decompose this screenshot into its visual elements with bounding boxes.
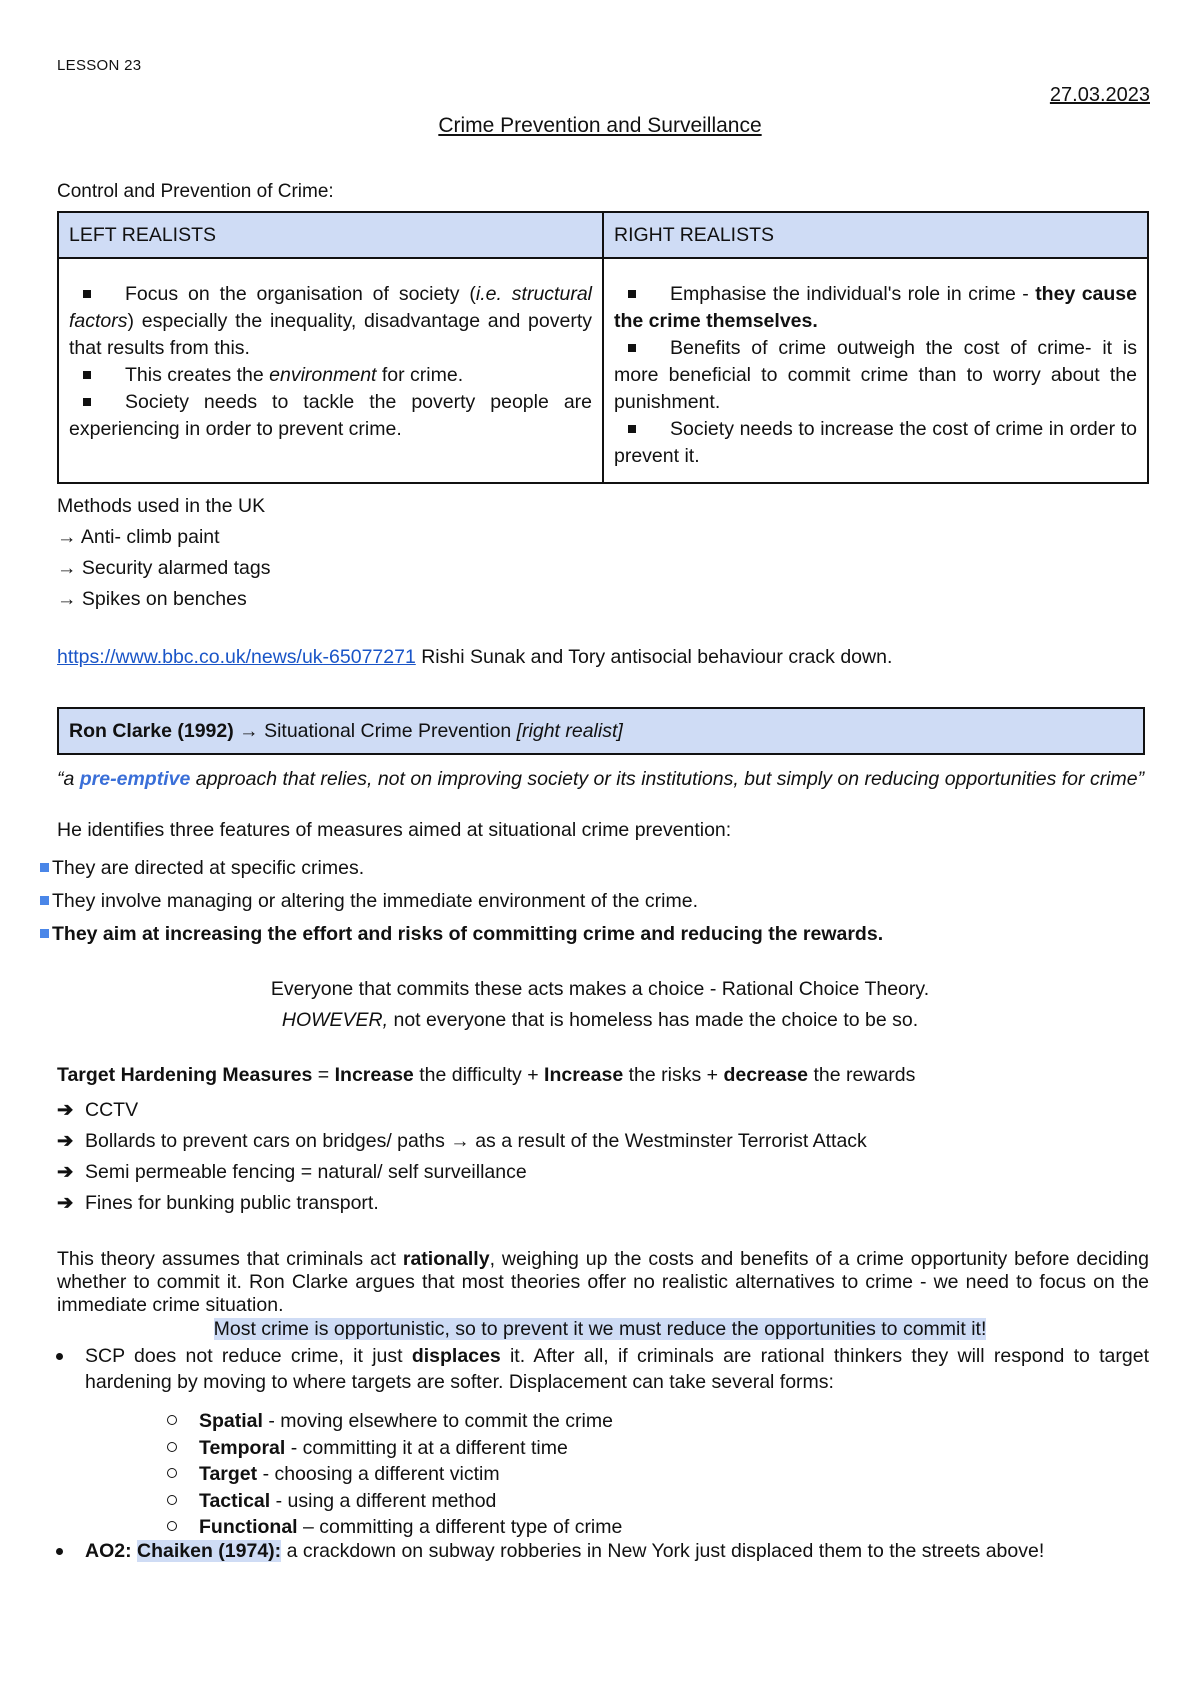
square-bullet-icon — [628, 344, 636, 352]
arrow-right-icon: ➔ — [57, 1161, 74, 1183]
left-point-3: Society needs to tackle the poverty people are experiencing in order to prevent crime. — [69, 391, 592, 440]
blue-square-bullet-icon — [40, 929, 49, 938]
method-item: → Security alarmed tags — [57, 557, 271, 579]
arrow-right-icon: ➔ — [57, 1192, 74, 1214]
left-point-1: Focus on the organisation of society (i.e. structural factors) especially the inequality, disadvantage and poverty that results from this. — [69, 283, 592, 359]
right-point-3: Society needs to increase the cost of crime in order to prevent it. — [614, 418, 1137, 467]
square-bullet-icon — [83, 398, 91, 406]
features-intro: He identifies three features of measures aimed at situational crime prevention: — [57, 819, 732, 841]
blue-square-bullet-icon — [40, 896, 49, 905]
left-realists-header: LEFT REALISTS — [58, 212, 603, 258]
ron-clarke-heading-box: Ron Clarke (1992) → Situational Crime Prevention [right realist] — [57, 707, 1145, 755]
methods-heading: Methods used in the UK — [57, 495, 266, 517]
ao2-bullet: AO2: Chaiken (1974): a crackdown on subway robberies in New York just displaced them to the streets above! — [57, 1538, 1149, 1564]
ron-clarke-name: Ron Clarke (1992) — [69, 719, 234, 742]
right-realists-cell — [603, 258, 1148, 483]
circle-bullet-icon — [167, 1415, 177, 1425]
square-bullet-icon — [83, 371, 91, 379]
displacement-form-item: Temporal - committing it at a different time — [167, 1435, 622, 1462]
right-point-2: Benefits of crime outweigh the cost of crime- it is more beneficial to commit crime than to worry about the punishment. — [614, 337, 1137, 413]
arrow-right-icon: ➔ — [57, 1099, 74, 1121]
chaiken-highlight: Chaiken (1974): — [137, 1540, 282, 1562]
displacement-bullet: SCP does not reduce crime, it just displaces it. After all, if criminals are rational thinkers they will respond to target hardening by moving to where targets are softer. Displacement can take several forms: — [57, 1343, 1149, 1395]
methods-list — [57, 491, 271, 615]
method-item: → Anti- climb paint — [57, 526, 220, 548]
square-bullet-icon — [628, 425, 636, 433]
feature-item: They are directed at specific crimes. — [40, 852, 883, 885]
circle-bullet-icon — [167, 1495, 177, 1505]
left-realists-cell — [58, 258, 603, 483]
circle-bullet-icon — [167, 1521, 177, 1531]
feature-item: They involve managing or altering the immediate environment of the crime. — [40, 885, 883, 918]
realists-table — [57, 211, 1149, 484]
rational-choice-line: Everyone that commits these acts makes a choice - Rational Choice Theory. — [270, 978, 930, 1000]
arrow-right-icon: ➔ — [57, 1130, 74, 1152]
opportunistic-highlight: Most crime is opportunistic, so to prevent it we must reduce the opportunities to commit it! — [213, 1318, 987, 1340]
right-realists-header: RIGHT REALISTS — [603, 212, 1148, 258]
measure-item: ➔ Bollards to prevent cars on bridges/ paths → as a result of the Westminster Terrorist Attack — [57, 1126, 867, 1157]
news-link-line — [57, 646, 892, 669]
news-link-description: Rishi Sunak and Tory antisocial behaviour crack down. — [415, 646, 893, 668]
circle-bullet-icon — [167, 1442, 177, 1452]
target-hardening-list — [57, 1095, 867, 1219]
date-label: 27.03.2023 — [1049, 84, 1150, 106]
left-point-2: This creates the environment for crime. — [69, 362, 592, 389]
bullet-dot-icon — [56, 1548, 63, 1555]
features-list — [40, 852, 883, 951]
measure-item: ➔ Fines for bunking public transport. — [57, 1188, 867, 1219]
lesson-label: LESSON 23 — [57, 57, 142, 74]
target-hardening-heading: Target Hardening Measures = Increase the difficulty + Increase the risks + decrease the rewards — [57, 1064, 916, 1086]
square-bullet-icon — [628, 290, 636, 298]
right-point-1: Emphasise the individual's role in crime - they cause the crime themselves. — [614, 283, 1137, 332]
square-bullet-icon — [83, 290, 91, 298]
blue-square-bullet-icon — [40, 863, 49, 872]
control-heading: Control and Prevention of Crime: — [57, 181, 334, 202]
clarke-quote: “a pre-emptive approach that relies, not on improving society or its institutions, but simply on reducing opportunities for crime” — [57, 768, 1145, 790]
bbc-news-link[interactable]: https://www.bbc.co.uk/news/uk-65077271 — [57, 646, 416, 668]
measure-item: ➔ Semi permeable fencing = natural/ self surveillance — [57, 1157, 867, 1188]
feature-item: They aim at increasing the effort and risks of committing crime and reducing the rewards. — [40, 918, 883, 951]
bullet-dot-icon — [56, 1353, 63, 1360]
displacement-forms-list — [167, 1408, 622, 1541]
right-realist-tag: [right realist] — [516, 719, 623, 742]
circle-bullet-icon — [167, 1468, 177, 1478]
displacement-form-item: Functional – committing a different type of crime — [167, 1514, 622, 1541]
however-line: HOWEVER, not everyone that is homeless has made the choice to be so. — [281, 1009, 919, 1031]
method-item: → Spikes on benches — [57, 588, 247, 610]
displacement-form-item: Spatial - moving elsewhere to commit the crime — [167, 1408, 622, 1435]
displacement-form-item: Tactical - using a different method — [167, 1488, 622, 1515]
theory-paragraph: This theory assumes that criminals act rationally, weighing up the costs and benefits of a crime opportunity before deciding whether to commit it. Ron Clarke argues that most theories offer no realistic alternatives to crime - we need to focus on the immediate crime situation. — [57, 1248, 1149, 1316]
displacement-form-item: Target - choosing a different victim — [167, 1461, 622, 1488]
measure-item: ➔ CCTV — [57, 1095, 867, 1126]
page-title: Crime Prevention and Surveillance — [438, 114, 762, 137]
pre-emptive-keyword: pre-emptive — [79, 768, 191, 790]
